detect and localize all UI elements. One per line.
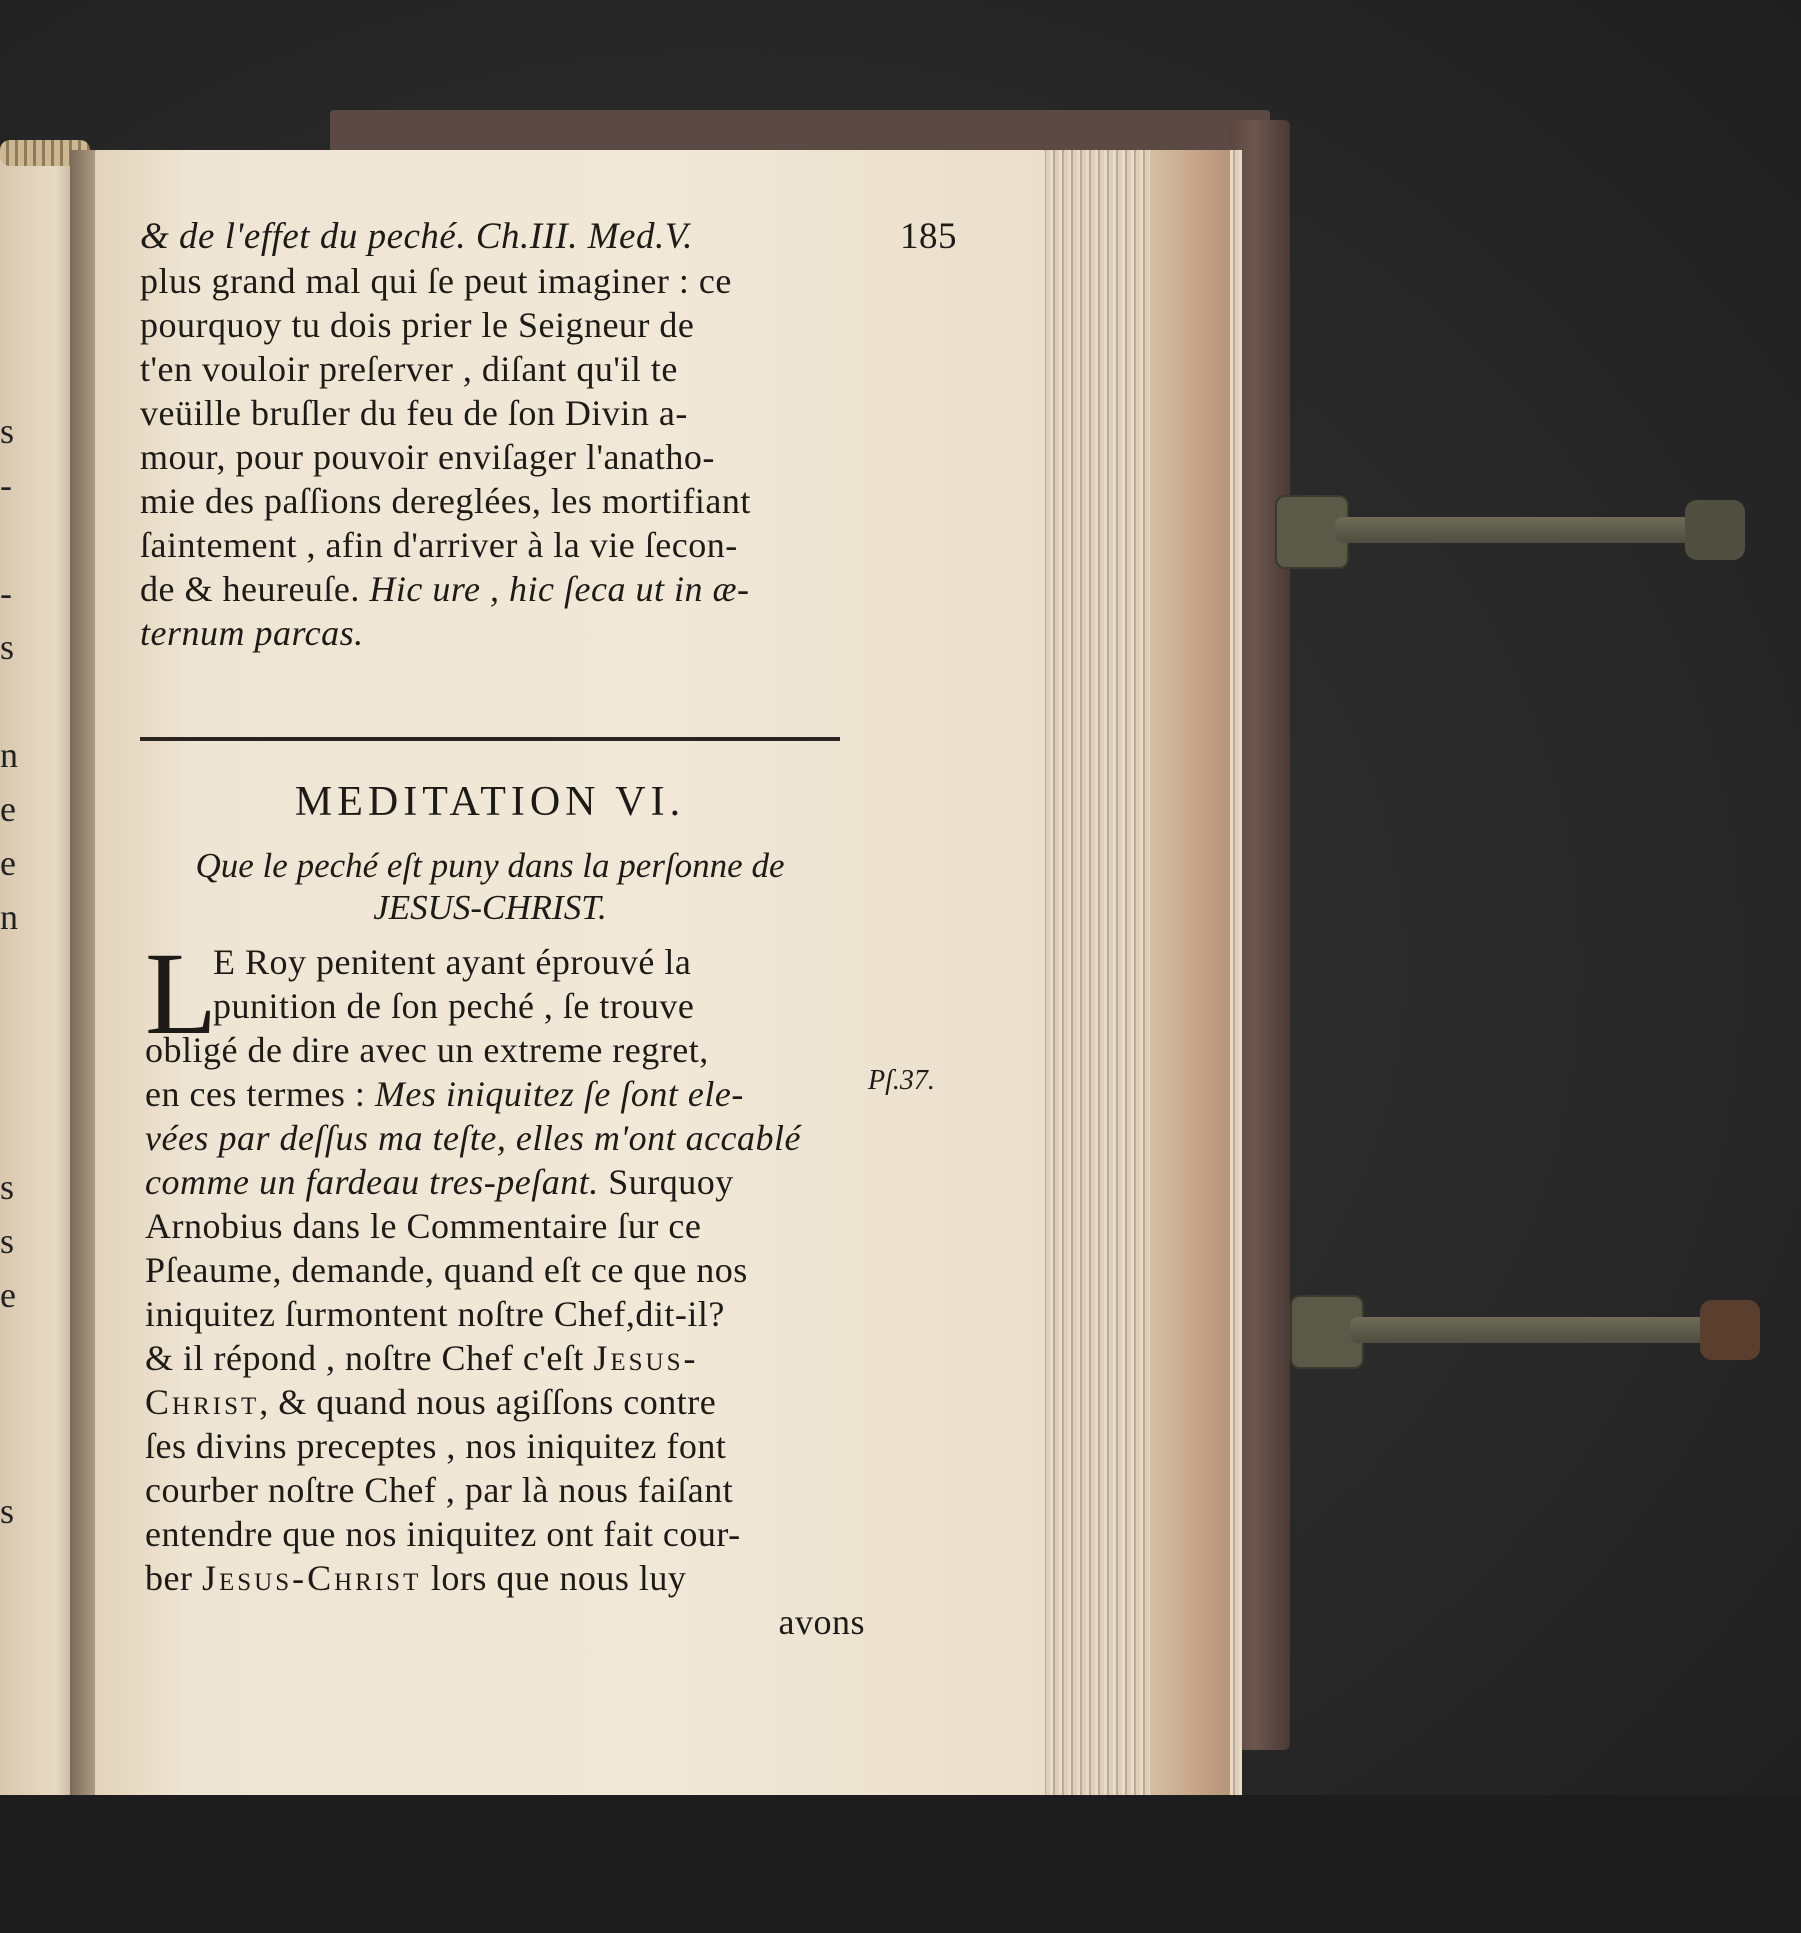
left-page-fragment: n: [0, 897, 18, 937]
page-edges: [1150, 150, 1230, 1800]
subtitle-line: JESUS-CHRIST.: [373, 888, 607, 927]
text-line: [145, 1380, 865, 1424]
text-line: [140, 567, 860, 611]
left-page: [0, 150, 80, 1800]
meditation-subtitle: [140, 845, 840, 929]
text-line: plus grand mal qui ſe peut imaginer : ce: [140, 261, 732, 301]
left-page-fragment: [0, 1112, 30, 1166]
quote-line: vées par deſſus ma teſte, elles m'ont accablé: [145, 1118, 802, 1158]
text-line: punition de ſon peché , ſe trouve: [213, 986, 695, 1026]
meditation-body: [145, 928, 865, 1644]
text-segment: ber: [145, 1558, 202, 1598]
text-line: ſes divins preceptes , nos iniquitez font: [145, 1426, 727, 1466]
left-page-fragment: [0, 1382, 30, 1436]
quote-segment: Mes iniquitez ſe ſont ele-: [374, 1074, 744, 1114]
text-line: entendre que nos iniquitez ont fait cour-: [145, 1514, 741, 1554]
left-page-fragment: n: [0, 735, 18, 775]
page-number: 185: [900, 216, 957, 257]
left-page-fragment: [0, 1058, 30, 1112]
left-page-fragment: [0, 1004, 30, 1058]
text-segment: de & heureuſe.: [140, 569, 370, 609]
quote-segment: comme un fardeau tres-peſant.: [145, 1162, 599, 1202]
left-page-fragment: s: [0, 1221, 15, 1261]
margin-note: Pſ.37.: [868, 1065, 935, 1096]
small-caps-name: Jesus-Christ: [201, 1558, 422, 1598]
text-line: [145, 1160, 865, 1204]
left-page-fragment: e: [0, 1275, 16, 1315]
small-caps-name: Jesus-: [593, 1338, 699, 1378]
text-line: mie des paſſions dereglées, les mortifiant: [140, 481, 751, 521]
section-rule: [140, 737, 840, 741]
clasp-end: [1700, 1300, 1760, 1360]
left-page-fragments: [0, 410, 30, 1544]
text-line: t'en vouloir preſerver , diſant qu'il te: [140, 349, 678, 389]
text-line: mour, pour pouvoir enviſager l'anatho-: [140, 437, 715, 477]
text-segment: , & quand nous agiſſons contre: [259, 1382, 717, 1422]
text-line: E Roy penitent ayant éprouvé la: [213, 942, 692, 982]
drop-cap: L: [145, 928, 218, 1059]
text-line: veüille bruſler du feu de ſon Divin a-: [140, 393, 688, 433]
left-page-fragment: [0, 1436, 30, 1490]
background-bottom: [0, 1795, 1801, 1933]
small-caps-name: Christ: [145, 1382, 260, 1422]
text-line: [145, 1556, 865, 1600]
meditation-title: MEDITATION VI.: [294, 779, 686, 825]
text-line: [145, 1072, 865, 1116]
text-line: Pſeaume, demande, quand eſt ce que nos: [145, 1250, 748, 1290]
latin-quote: Hic ure , hic ſeca ut in æ-: [369, 569, 750, 609]
clasp-end: [1685, 500, 1745, 560]
running-head-text: & de l'effet du peché. Ch.III. Med.V.: [140, 216, 693, 257]
text-line: ſaintement , afin d'arriver à la vie ſecon-: [140, 525, 738, 565]
left-page-fragment: e: [0, 789, 16, 829]
left-page-fragment: [0, 1328, 30, 1382]
clasp-bar: [1335, 517, 1695, 543]
text-line: iniquitez ſurmontent noſtre Chef,dit-il?: [145, 1294, 725, 1334]
text-line: courber noſtre Chef , par là nous faiſant: [145, 1470, 734, 1510]
catchword: avons: [778, 1602, 865, 1642]
page-top-text: [140, 215, 957, 655]
left-page-fragment: s: [0, 627, 15, 667]
left-page-fragment: [0, 518, 30, 572]
text-segment: & il répond , noſtre Chef c'eſt: [145, 1338, 594, 1378]
subtitle-line: Que le peché eſt puny dans la perſonne de: [195, 846, 785, 885]
text-line: Arnobius dans le Commentaire ſur ce: [145, 1206, 702, 1246]
left-page-fragment: e: [0, 843, 16, 883]
left-page-fragment: -: [0, 465, 12, 505]
left-page-fragment: s: [0, 1167, 15, 1207]
text-line: obligé de dire avec un extreme regret,: [145, 1030, 709, 1070]
text-segment: lors que nous luy: [421, 1558, 687, 1598]
text-line: [145, 1336, 865, 1380]
latin-quote-end: ternum parcas.: [140, 613, 364, 653]
running-head: [140, 215, 957, 259]
left-page-fragment: -: [0, 573, 12, 613]
clasp-bar: [1350, 1317, 1710, 1343]
left-page-fragment: [0, 950, 30, 1004]
left-page-fragment: [0, 680, 30, 734]
left-page-fragment: s: [0, 1491, 15, 1531]
text-line: pourquoy tu dois prier le Seigneur de: [140, 305, 695, 345]
text-segment: Surquoy: [598, 1162, 734, 1202]
text-segment: en ces termes :: [145, 1074, 375, 1114]
left-page-fragment: s: [0, 411, 15, 451]
